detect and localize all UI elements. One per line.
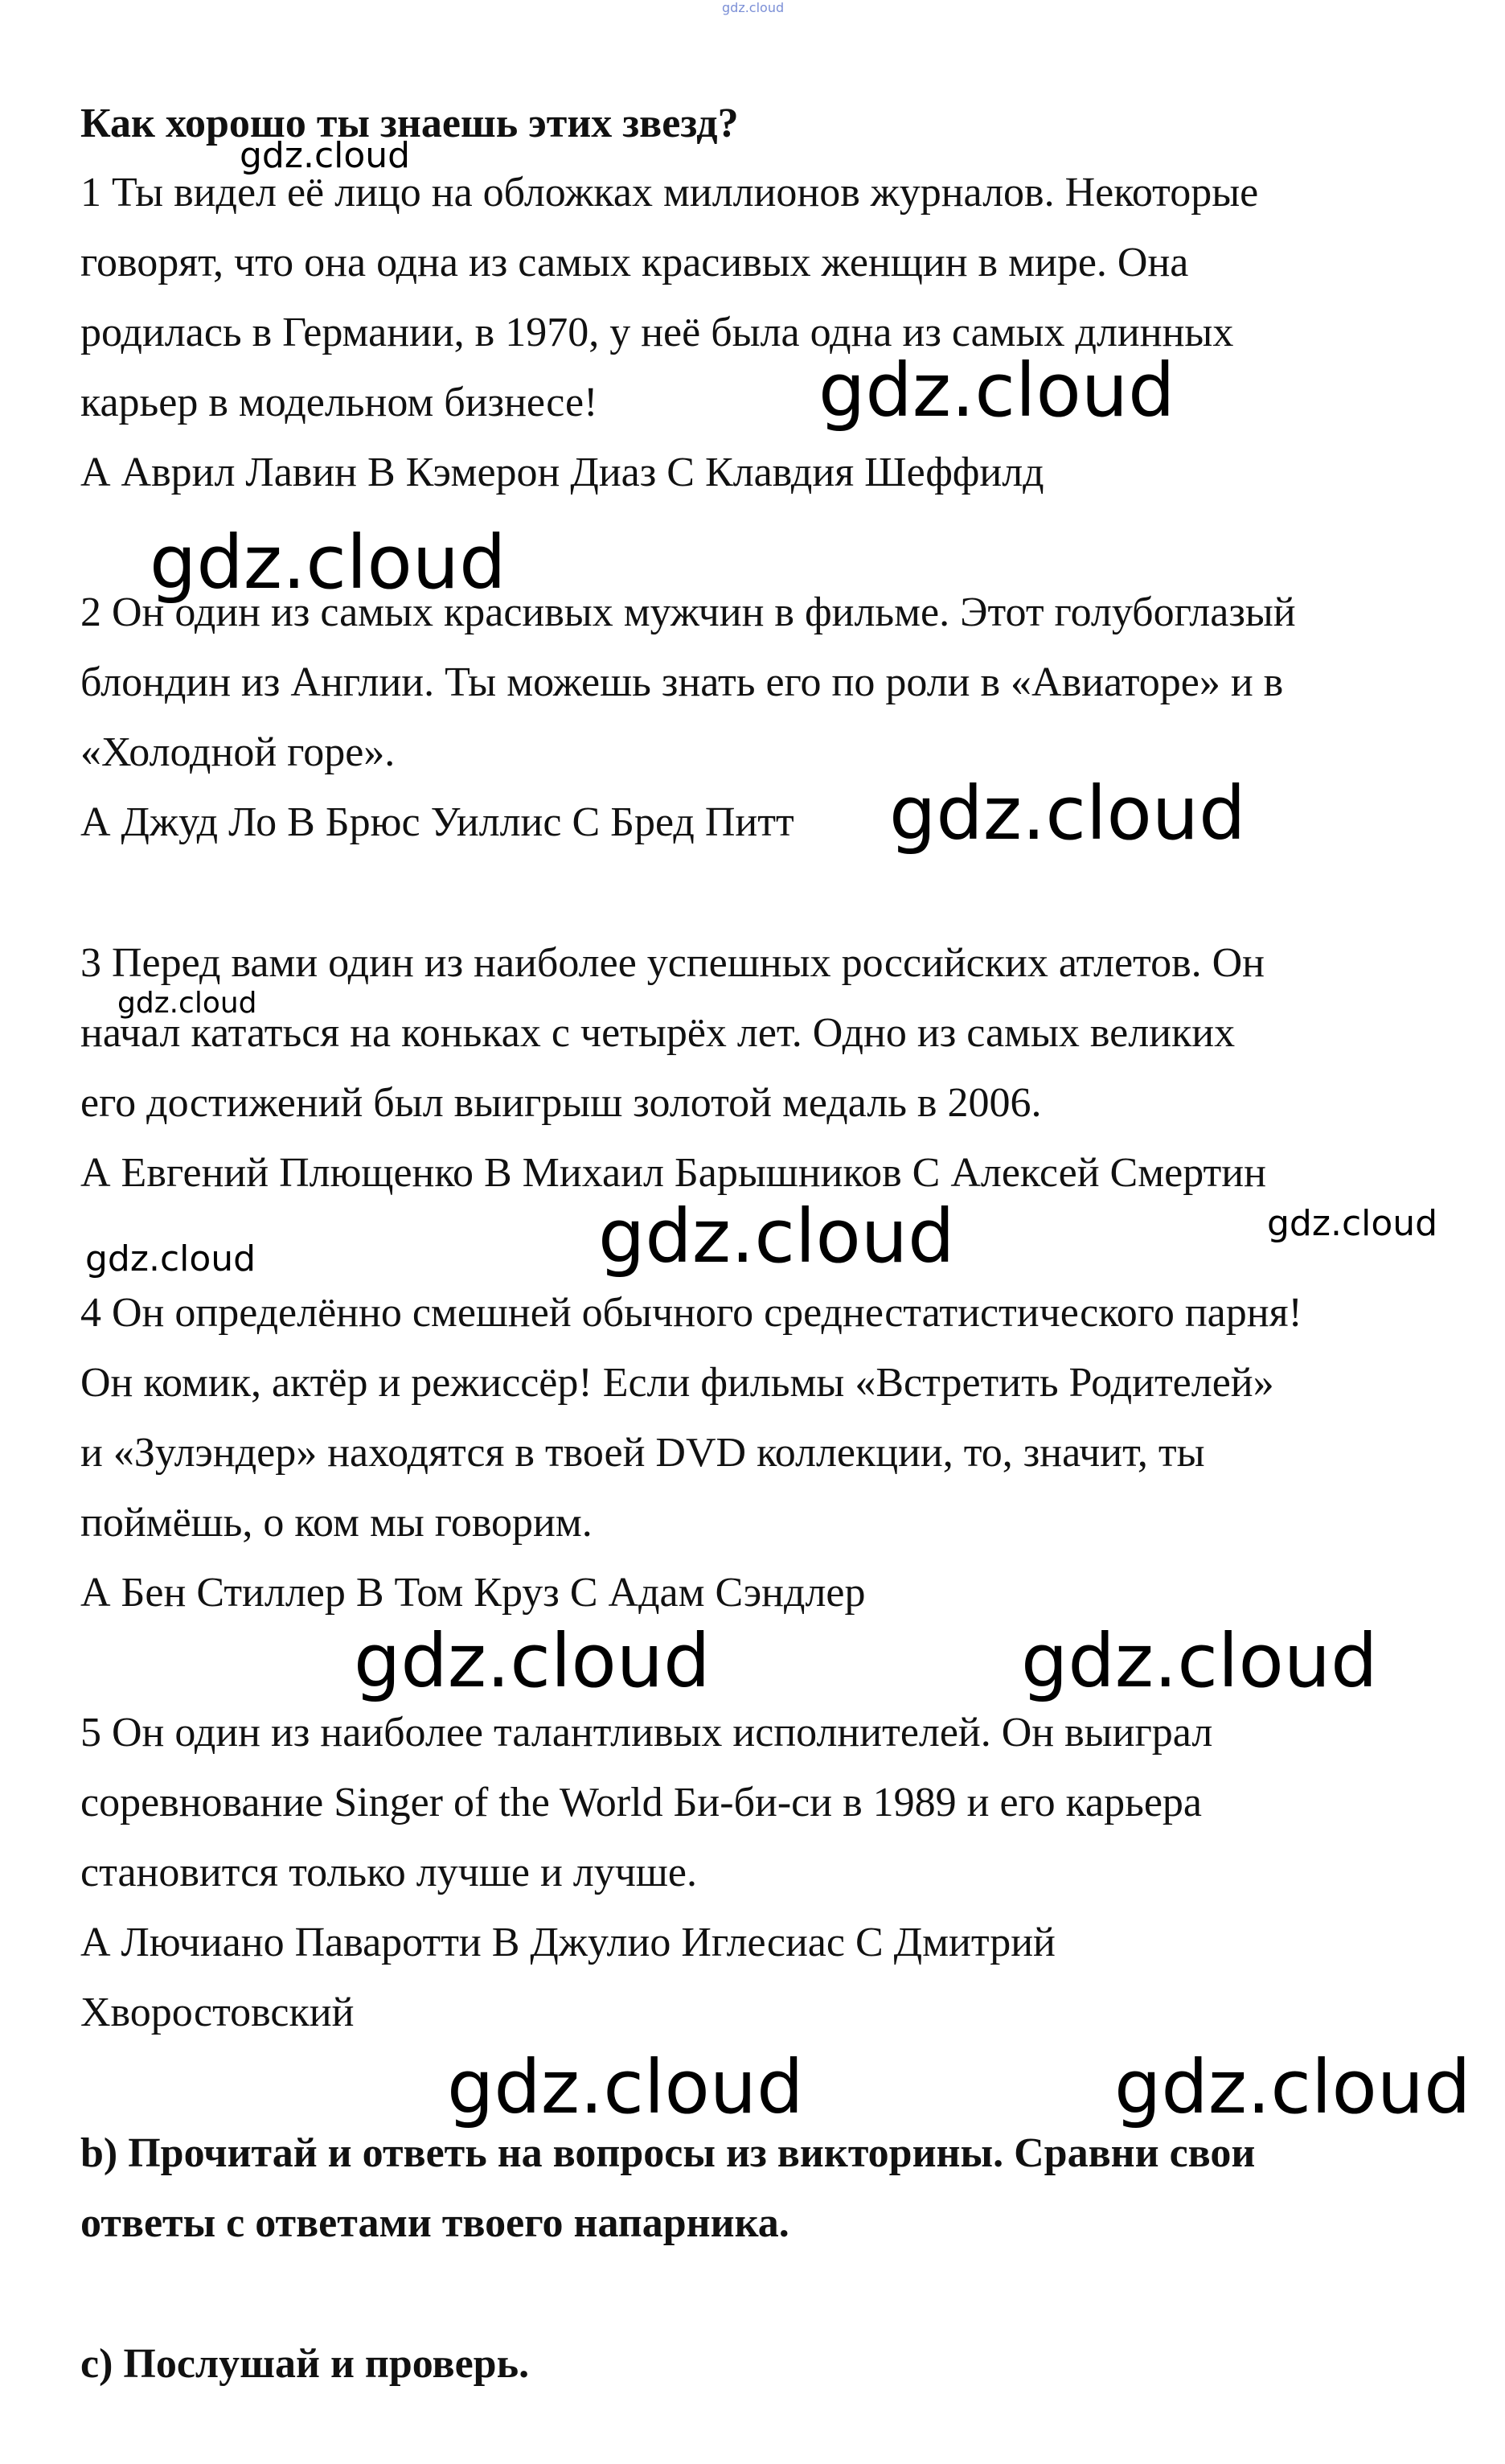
question-3-line-1: 3 Перед вами один из наиболее успешных российских атлетов. Он (80, 940, 1265, 986)
question-1-line-4: карьер в модельном бизнесе! (80, 380, 598, 425)
question-1-line-2: говорят, что она одна из самых красивых женщин в мире. Она (80, 240, 1189, 285)
watermark: gdz.cloud (1021, 1618, 1378, 1704)
question-2-options: А Джуд Ло В Брюс Уиллис С Бред Питт (80, 799, 794, 845)
task-b-line-2: ответы с ответами твоего напарника. (80, 2200, 789, 2246)
question-5-options-line-2: Хворостовский (80, 1990, 355, 2035)
question-4-line-2: Он комик, актёр и режиссёр! Если фильмы «Встретить Родителей» (80, 1360, 1274, 1406)
question-4-line-3: и «Зулэндер» находятся в твоей DVD коллекции, то, значит, ты (80, 1430, 1205, 1476)
question-3-line-3: его достижений был выигрыш золотой медаль в 2006. (80, 1080, 1042, 1126)
page-title: Как хорошо ты знаешь этих звезд? (80, 101, 739, 146)
watermark: gdz.cloud (889, 770, 1246, 856)
question-1-line-3: родилась в Германии, в 1970, у неё была одна из самых длинных (80, 310, 1234, 355)
question-5-options-line-1: А Лючиано Паваротти В Джулио Иглесиас С Дмитрий (80, 1920, 1056, 1965)
watermark: gdz.cloud (1114, 2044, 1471, 2130)
task-b-line-1: b) Прочитай и ответь на вопросы из викторины. Сравни свои (80, 2130, 1256, 2176)
header-watermark: gdz.cloud (722, 0, 785, 15)
watermark: gdz.cloud (818, 347, 1175, 433)
question-5-line-3: становится только лучше и лучше. (80, 1850, 697, 1895)
watermark: gdz.cloud (85, 1238, 256, 1279)
question-4-line-4: поймёшь, о ком мы говорим. (80, 1500, 593, 1546)
question-1-options: А Аврил Лавин В Кэмерон Диаз С Клавдия Шеффилд (80, 450, 1044, 495)
watermark: gdz.cloud (150, 519, 506, 606)
watermark: gdz.cloud (354, 1618, 711, 1704)
question-2-line-3: «Холодной горе». (80, 729, 396, 775)
question-2-line-1: 2 Он один из самых красивых мужчин в фильме. Этот голубоглазый (80, 589, 1296, 635)
question-3-line-2: начал кататься на коньках с четырёх лет. Одно из самых великих (80, 1010, 1236, 1056)
watermark: gdz.cloud (117, 987, 257, 1020)
watermark: gdz.cloud (447, 2044, 804, 2130)
question-5-line-1: 5 Он один из наиболее талантливых исполнителей. Он выиграл (80, 1710, 1213, 1756)
question-2-line-2: блондин из Англии. Ты можешь знать его по роли в «Авиаторе» и в (80, 659, 1284, 705)
question-3-options: А Евгений Плющенко В Михаил Барышников С Алексей Смертин (80, 1150, 1266, 1196)
question-1-line-1: 1 Ты видел её лицо на обложках миллионов журналов. Некоторые (80, 170, 1259, 216)
task-c: c) Послушай и проверь. (80, 2341, 530, 2387)
question-4-line-1: 4 Он определённо смешней обычного среднестатистического парня! (80, 1290, 1302, 1336)
question-5-line-2: соревнование Singer of the World Би-би-си в 1989 и его карьера (80, 1780, 1203, 1825)
question-4-options: А Бен Стиллер В Том Круз С Адам Сэндлер (80, 1570, 866, 1616)
watermark: gdz.cloud (1267, 1203, 1438, 1244)
watermark: gdz.cloud (598, 1193, 955, 1279)
watermark: gdz.cloud (240, 135, 411, 176)
